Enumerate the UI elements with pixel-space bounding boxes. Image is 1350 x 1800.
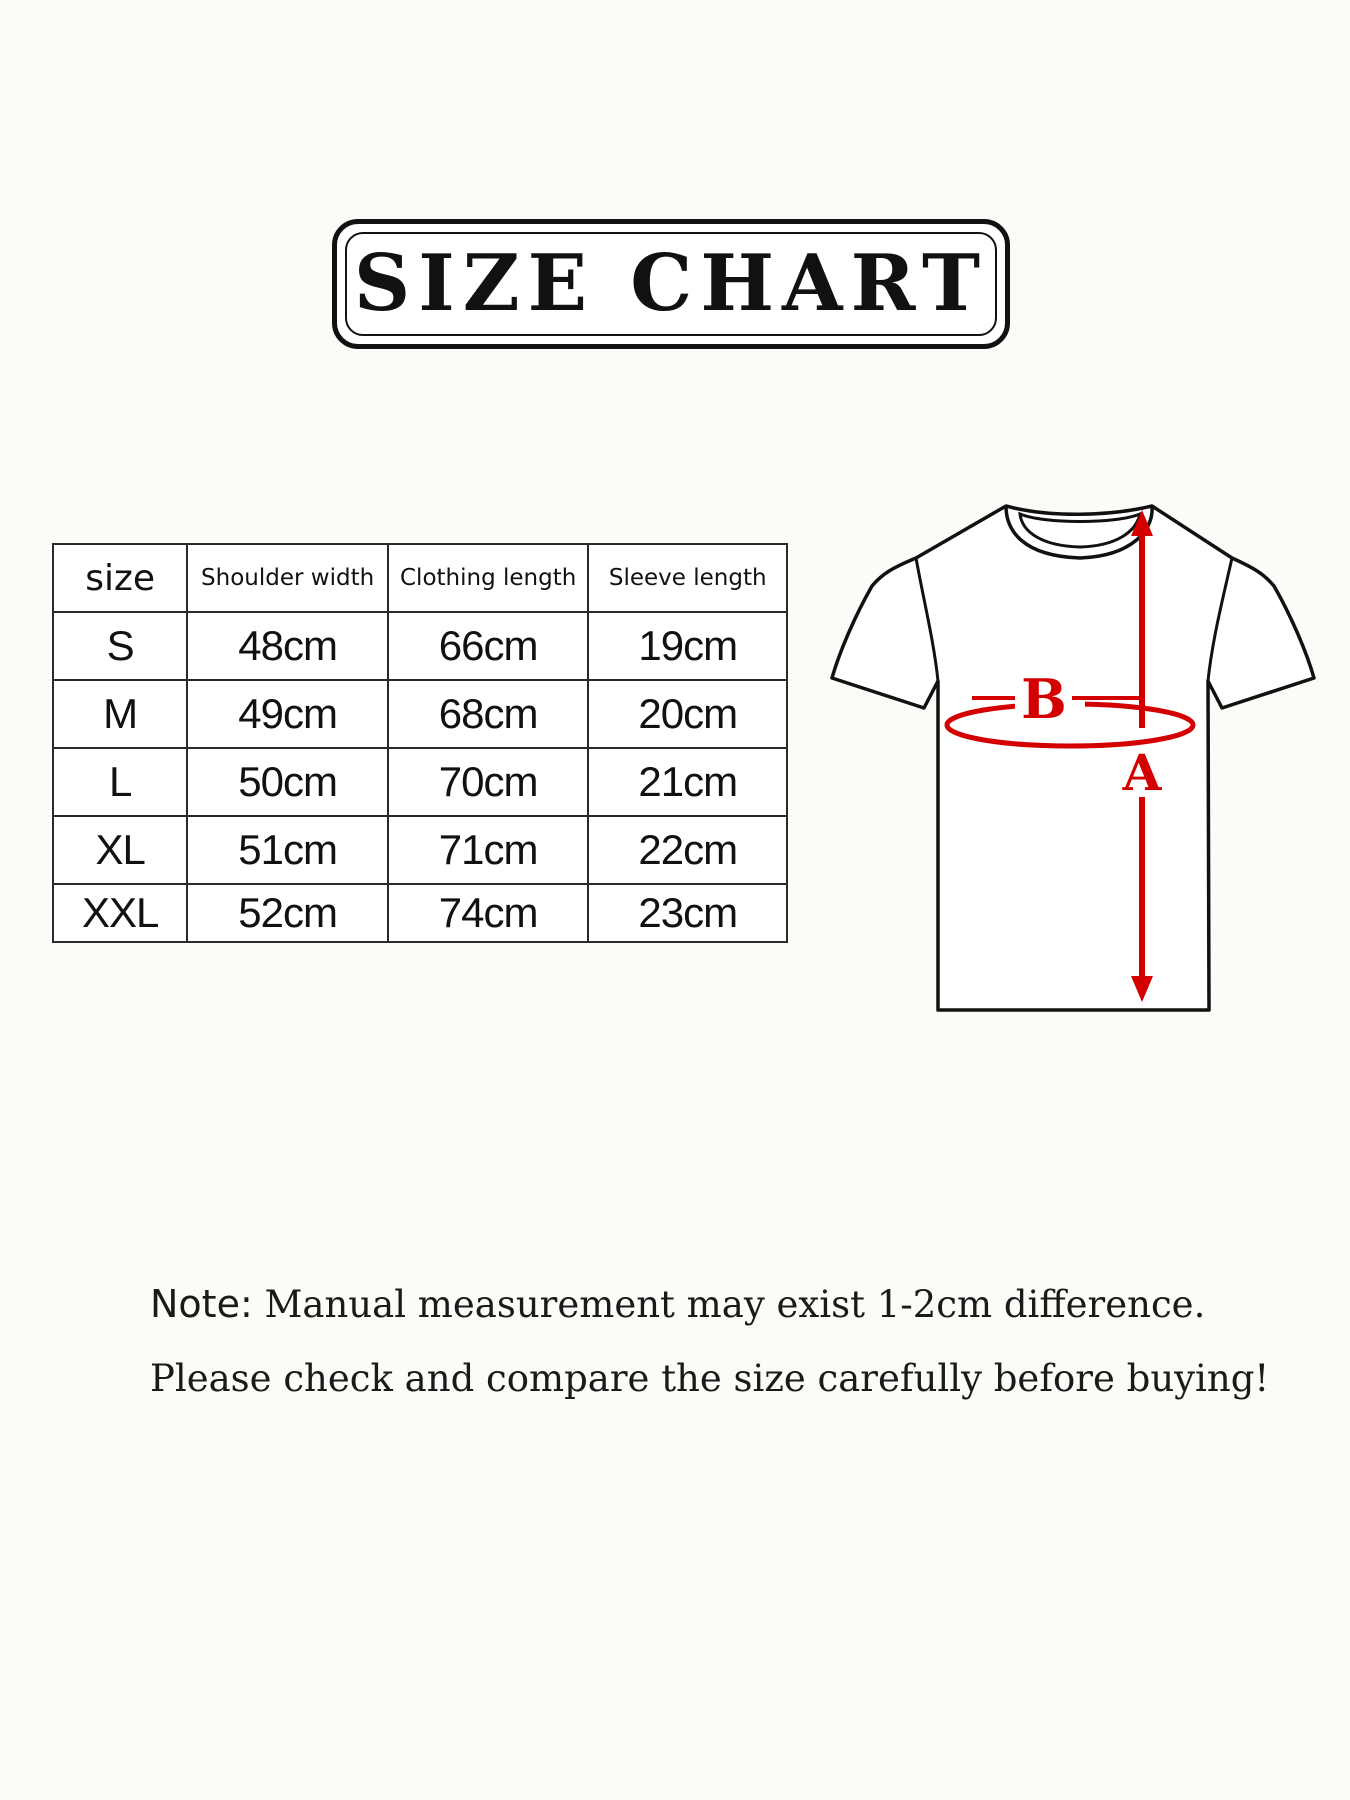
- page-title: SIZE CHART: [353, 238, 989, 329]
- size-cell: S: [53, 612, 187, 680]
- label-b: B: [1021, 667, 1067, 731]
- column-header-shoulder-width: Shoulder width: [187, 544, 388, 612]
- table-row: [53, 884, 787, 942]
- shoulder-width-cell: 49cm: [187, 680, 388, 748]
- title-banner: [332, 219, 1010, 349]
- clothing-length-cell: 71cm: [388, 816, 589, 884]
- clothing-length-cell: 74cm: [388, 884, 589, 942]
- note-section: [150, 1282, 1270, 1401]
- title-banner-inner: [345, 232, 997, 336]
- column-header-size: size: [53, 544, 187, 612]
- label-a: A: [1122, 743, 1162, 802]
- shoulder-width-cell: 52cm: [187, 884, 388, 942]
- shoulder-width-cell: 50cm: [187, 748, 388, 816]
- note-text: Manual measurement may exist 1-2cm difference.: [264, 1283, 1206, 1326]
- sleeve-length-cell: 23cm: [588, 884, 787, 942]
- size-cell: XL: [53, 816, 187, 884]
- note-line-1: [150, 1282, 1270, 1327]
- shoulder-width-cell: 48cm: [187, 612, 388, 680]
- table-row: [53, 612, 787, 680]
- table-row: [53, 748, 787, 816]
- clothing-length-cell: 68cm: [388, 680, 589, 748]
- note-line-2: Please check and compare the size carefully before buying!: [150, 1357, 1270, 1400]
- tshirt-outline-icon: [832, 506, 1314, 1010]
- shoulder-width-cell: 51cm: [187, 816, 388, 884]
- size-cell: M: [53, 680, 187, 748]
- column-header-clothing-length: Clothing length: [388, 544, 589, 612]
- size-table: [52, 543, 788, 943]
- sleeve-length-cell: 21cm: [588, 748, 787, 816]
- table-header-row: [53, 544, 787, 612]
- sleeve-length-cell: 22cm: [588, 816, 787, 884]
- table-row: [53, 816, 787, 884]
- clothing-length-cell: 70cm: [388, 748, 589, 816]
- note-label: Note:: [150, 1282, 253, 1326]
- clothing-length-cell: 66cm: [388, 612, 589, 680]
- sleeve-length-cell: 20cm: [588, 680, 787, 748]
- table-row: [53, 680, 787, 748]
- size-cell: L: [53, 748, 187, 816]
- tshirt-diagram: [820, 492, 1320, 1022]
- column-header-sleeve-length: Sleeve length: [588, 544, 787, 612]
- sleeve-length-cell: 19cm: [588, 612, 787, 680]
- size-cell: XXL: [53, 884, 187, 942]
